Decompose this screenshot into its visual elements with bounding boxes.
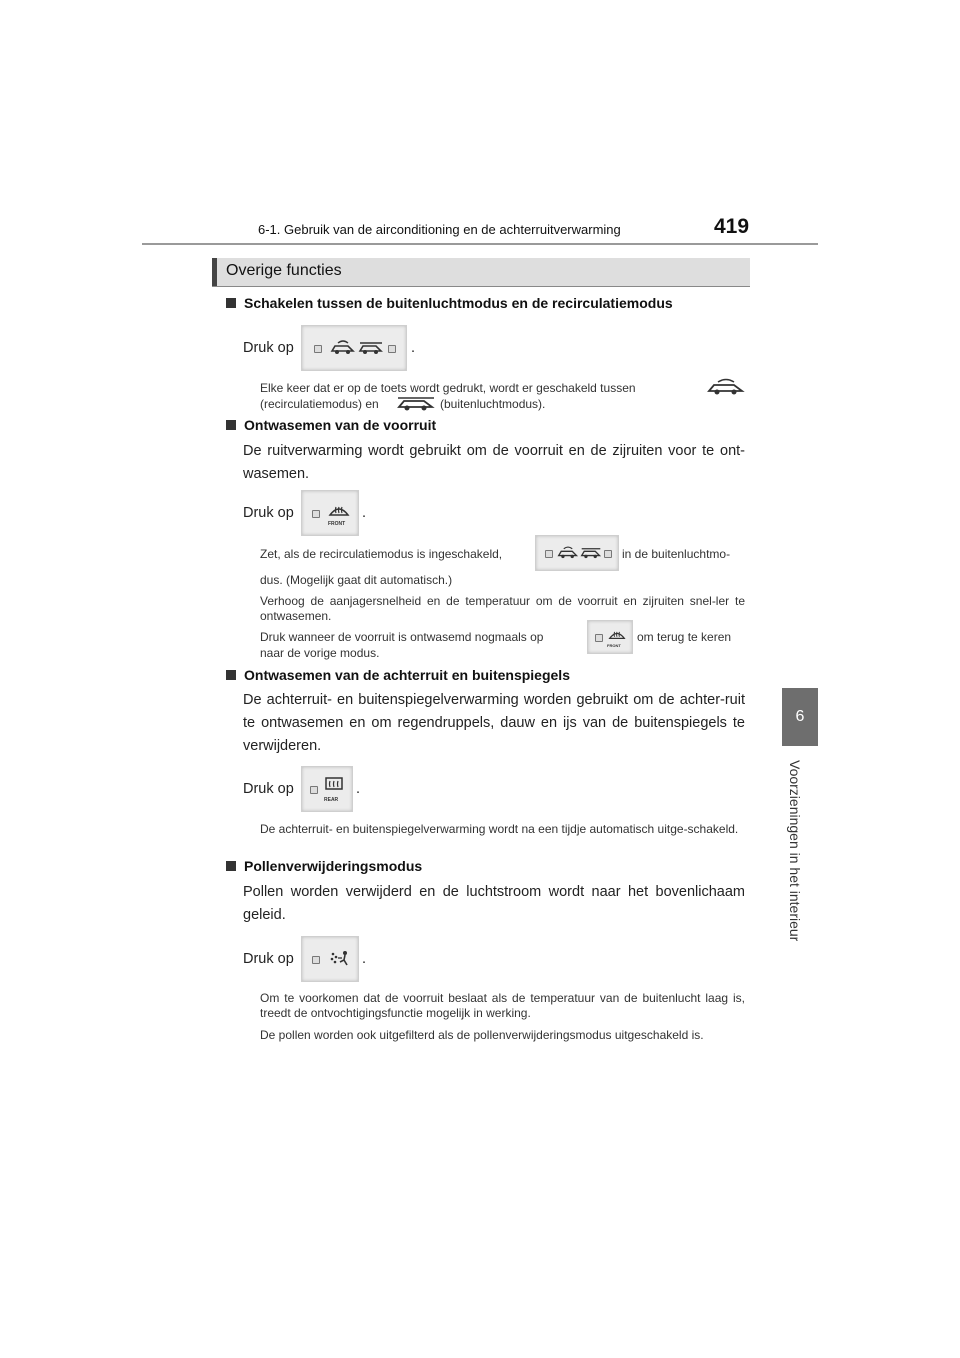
body-text: De achterruit- en buitenspiegelverwarming worden gebruikt om de achter-ruit te ontwasemen en om regendruppels, dauw en ijs van de buitenspiegels te verwijderen.	[243, 692, 745, 754]
bullet-square-icon	[226, 298, 236, 308]
chapter-tab: 6	[782, 688, 818, 746]
front-defroster-button[interactable]	[301, 490, 359, 536]
air-intake-button[interactable]	[535, 535, 619, 571]
item-heading: Schakelen tussen de buitenluchtmodus en de recirculatiemodus	[226, 295, 673, 311]
item-heading: Ontwasemen van de achterruit en buitenspiegels	[226, 667, 570, 683]
page-number: 419	[714, 215, 750, 238]
indicator-icon	[310, 786, 318, 794]
note-text: (buitenluchtmodus).	[440, 397, 546, 411]
outside-air-car-icon	[580, 546, 602, 560]
indicator-icon	[314, 345, 322, 353]
chapter-title: Voorzieningen in het interieur	[787, 760, 803, 942]
note-text: naar de vorige modus.	[260, 646, 380, 660]
recirculation-car-icon	[330, 340, 356, 356]
note-text: De pollen worden ook uitgefilterd als de pollenverwijderingsmodus uitgeschakeld is.	[260, 1028, 704, 1042]
press-instruction: Druk op	[243, 781, 294, 797]
item-heading: Pollenverwijderingsmodus	[226, 858, 422, 874]
header-divider	[142, 243, 818, 245]
note-text: Zet, als de recirculatiemodus is ingeschakeld,	[260, 547, 503, 561]
recirculation-car-icon	[557, 546, 579, 560]
front-label: FRONT	[607, 643, 621, 648]
indicator-icon	[595, 634, 603, 642]
bullet-square-icon	[226, 420, 236, 430]
bullet-square-icon	[226, 670, 236, 680]
rear-defroster-button[interactable]	[301, 766, 353, 812]
section-divider	[212, 286, 750, 287]
pollen-removal-icon	[328, 950, 352, 968]
indicator-icon	[312, 510, 320, 518]
item-heading: Ontwasemen van de voorruit	[226, 417, 436, 433]
press-instruction: Druk op	[243, 505, 294, 521]
indicator-icon	[545, 550, 553, 558]
note-text: Elke keer dat er op de toets wordt gedrukt, wordt er geschakeld tussen	[260, 381, 636, 395]
rear-defroster-icon	[324, 776, 344, 792]
indicator-icon	[604, 550, 612, 558]
section-title: Overige functies	[226, 262, 342, 279]
press-instruction: Druk op	[243, 951, 294, 967]
note-text: Druk wanneer de voorruit is ontwasemd nogmaals op	[260, 630, 544, 644]
front-label: FRONT	[328, 521, 346, 527]
outside-air-car-icon	[396, 394, 436, 412]
front-defroster-button[interactable]	[587, 620, 633, 654]
note-text: (recirculatiemodus) en	[260, 397, 379, 411]
note-text: dus. (Mogelijk gaat dit automatisch.)	[260, 573, 453, 587]
body-text: Pollen worden verwijderd en de luchtstroom wordt naar het bovenlichaam geleid.	[243, 884, 745, 923]
note-text: De achterruit- en buitenspiegelverwarming wordt na een tijdje automatisch uitge-schakeld.	[260, 822, 739, 836]
bullet-square-icon	[226, 861, 236, 871]
front-defroster-icon	[328, 501, 350, 517]
press-instruction: Druk op	[243, 340, 294, 356]
note-text: om terug te keren	[637, 630, 732, 644]
note-text: Verhoog de aanjagersnelheid en de temperatuur om de voorruit en zijruiten snel-ler te ontwasemen.	[260, 594, 745, 623]
recirculation-car-icon	[706, 378, 746, 396]
air-intake-button[interactable]	[301, 325, 407, 371]
section-header	[212, 258, 750, 286]
note-text: in de buitenluchtmo-	[622, 547, 731, 561]
rear-label: REAR	[324, 797, 339, 803]
indicator-icon	[312, 956, 320, 964]
note-text: Om te voorkomen dat de voorruit beslaat als de temperatuur van de buitenlucht laag is, treedt de ontvochtigingsfunctie mogelijk in werking.	[260, 991, 745, 1020]
body-text: De ruitverwarming wordt gebruikt om de voorruit en de zijruiten voor te ont-wasemen.	[243, 443, 745, 482]
pollen-removal-button[interactable]	[301, 936, 359, 982]
outside-air-car-icon	[358, 340, 384, 356]
running-header: 6-1. Gebruik van de airconditioning en de achterruitverwarming	[258, 222, 621, 237]
indicator-icon	[388, 345, 396, 353]
front-defroster-icon	[608, 627, 626, 640]
